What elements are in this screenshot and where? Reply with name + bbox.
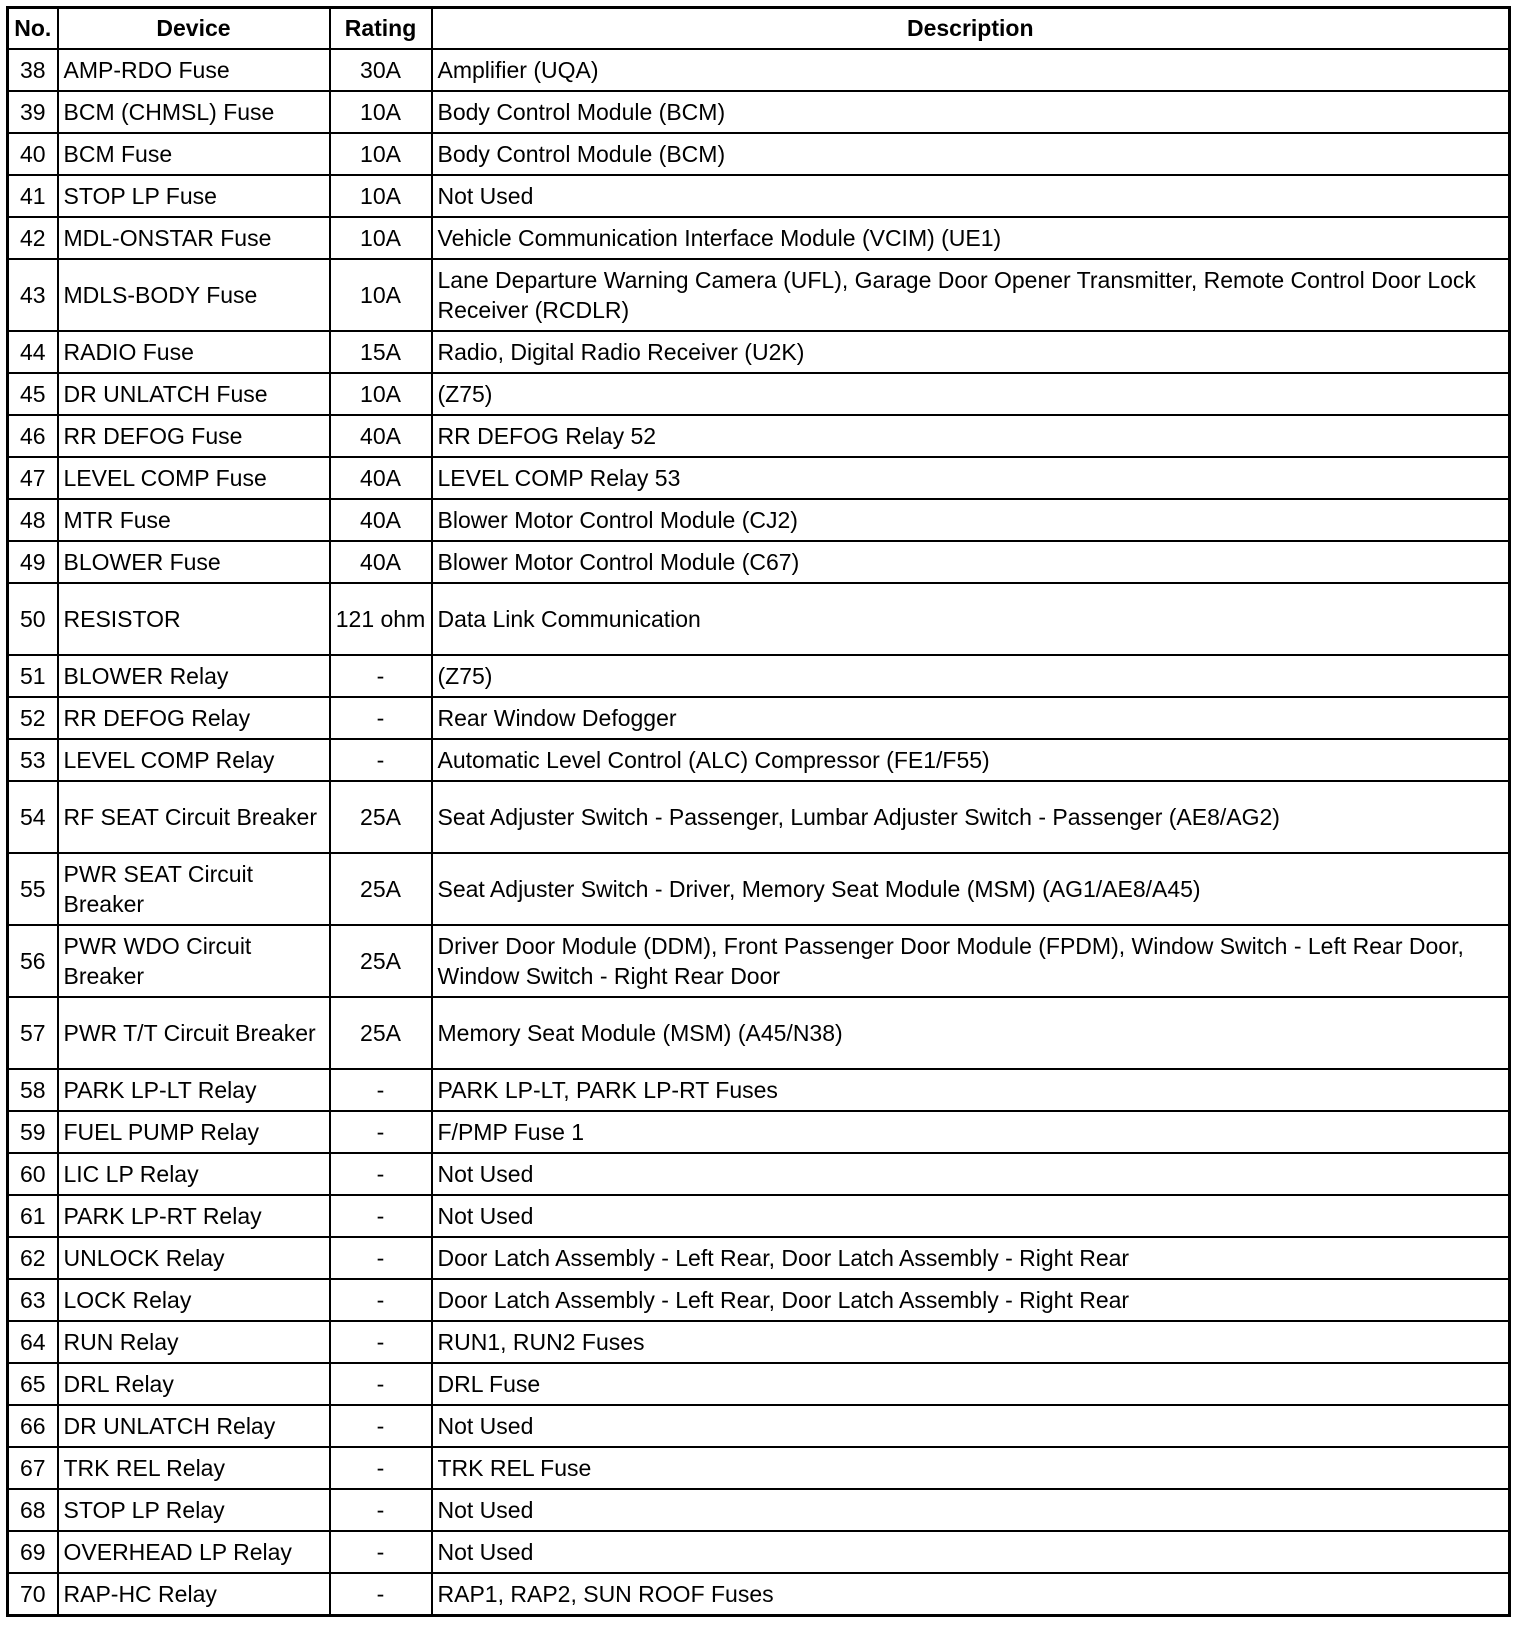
- rating-cell: -: [330, 1111, 432, 1153]
- description-cell: Door Latch Assembly - Left Rear, Door Latch Assembly - Right Rear: [432, 1279, 1510, 1321]
- device-cell: RUN Relay: [58, 1321, 330, 1363]
- table-row: [8, 1111, 1510, 1153]
- device-cell: LIC LP Relay: [58, 1153, 330, 1195]
- rating-cell: 10A: [330, 217, 432, 259]
- rating-cell: -: [330, 1363, 432, 1405]
- row-number-cell: 49: [8, 541, 58, 583]
- table-row: [8, 781, 1510, 853]
- description-cell: Blower Motor Control Module (CJ2): [432, 499, 1510, 541]
- row-number-cell: 69: [8, 1531, 58, 1573]
- table-row: [8, 1237, 1510, 1279]
- rating-cell: -: [330, 1321, 432, 1363]
- description-cell: Rear Window Defogger: [432, 697, 1510, 739]
- row-number-cell: 68: [8, 1489, 58, 1531]
- device-cell: TRK REL Relay: [58, 1447, 330, 1489]
- header-no: No.: [8, 8, 58, 49]
- row-number-cell: 59: [8, 1111, 58, 1153]
- rating-cell: 40A: [330, 457, 432, 499]
- device-cell: BCM Fuse: [58, 133, 330, 175]
- table-row: [8, 1489, 1510, 1531]
- description-cell: Door Latch Assembly - Left Rear, Door Latch Assembly - Right Rear: [432, 1237, 1510, 1279]
- row-number-cell: 55: [8, 853, 58, 925]
- description-cell: Not Used: [432, 1531, 1510, 1573]
- description-cell: Not Used: [432, 1405, 1510, 1447]
- fuse-relay-table-container: [6, 6, 1508, 1617]
- row-number-cell: 42: [8, 217, 58, 259]
- device-cell: RESISTOR: [58, 583, 330, 655]
- rating-cell: -: [330, 739, 432, 781]
- rating-cell: 10A: [330, 91, 432, 133]
- device-cell: STOP LP Fuse: [58, 175, 330, 217]
- row-number-cell: 50: [8, 583, 58, 655]
- description-cell: Radio, Digital Radio Receiver (U2K): [432, 331, 1510, 373]
- rating-cell: 25A: [330, 853, 432, 925]
- row-number-cell: 65: [8, 1363, 58, 1405]
- row-number-cell: 52: [8, 697, 58, 739]
- description-cell: Blower Motor Control Module (C67): [432, 541, 1510, 583]
- header-rating: Rating: [330, 8, 432, 49]
- device-cell: PARK LP-RT Relay: [58, 1195, 330, 1237]
- device-cell: RF SEAT Circuit Breaker: [58, 781, 330, 853]
- description-cell: Seat Adjuster Switch - Passenger, Lumbar Adjuster Switch - Passenger (AE8/AG2): [432, 781, 1510, 853]
- header-row: [8, 8, 1510, 49]
- table-row: [8, 1279, 1510, 1321]
- rating-cell: 40A: [330, 541, 432, 583]
- description-cell: (Z75): [432, 373, 1510, 415]
- description-cell: Seat Adjuster Switch - Driver, Memory Seat Module (MSM) (AG1/AE8/A45): [432, 853, 1510, 925]
- row-number-cell: 70: [8, 1573, 58, 1616]
- rating-cell: 25A: [330, 781, 432, 853]
- device-cell: PWR WDO Circuit Breaker: [58, 925, 330, 997]
- row-number-cell: 62: [8, 1237, 58, 1279]
- rating-cell: 25A: [330, 997, 432, 1069]
- device-cell: DR UNLATCH Fuse: [58, 373, 330, 415]
- table-row: [8, 925, 1510, 997]
- description-cell: Lane Departure Warning Camera (UFL), Garage Door Opener Transmitter, Remote Control Door Lock Receiver (RCDLR): [432, 259, 1510, 331]
- description-cell: Not Used: [432, 175, 1510, 217]
- description-cell: DRL Fuse: [432, 1363, 1510, 1405]
- table-row: [8, 1405, 1510, 1447]
- rating-cell: -: [330, 1573, 432, 1616]
- description-cell: Not Used: [432, 1153, 1510, 1195]
- description-cell: F/PMP Fuse 1: [432, 1111, 1510, 1153]
- device-cell: PWR SEAT Circuit Breaker: [58, 853, 330, 925]
- row-number-cell: 44: [8, 331, 58, 373]
- table-row: [8, 1363, 1510, 1405]
- rating-cell: -: [330, 1153, 432, 1195]
- description-cell: TRK REL Fuse: [432, 1447, 1510, 1489]
- table-row: [8, 217, 1510, 259]
- table-row: [8, 1069, 1510, 1111]
- description-cell: Memory Seat Module (MSM) (A45/N38): [432, 997, 1510, 1069]
- rating-cell: 40A: [330, 415, 432, 457]
- table-row: [8, 415, 1510, 457]
- row-number-cell: 47: [8, 457, 58, 499]
- rating-cell: -: [330, 697, 432, 739]
- rating-cell: 30A: [330, 49, 432, 91]
- table-row: [8, 1531, 1510, 1573]
- table-row: [8, 49, 1510, 91]
- description-cell: RAP1, RAP2, SUN ROOF Fuses: [432, 1573, 1510, 1616]
- table-row: [8, 1153, 1510, 1195]
- device-cell: FUEL PUMP Relay: [58, 1111, 330, 1153]
- table-row: [8, 91, 1510, 133]
- rating-cell: -: [330, 1195, 432, 1237]
- row-number-cell: 53: [8, 739, 58, 781]
- device-cell: MDL-ONSTAR Fuse: [58, 217, 330, 259]
- rating-cell: -: [330, 1489, 432, 1531]
- description-cell: Body Control Module (BCM): [432, 91, 1510, 133]
- table-row: [8, 259, 1510, 331]
- rating-cell: -: [330, 1237, 432, 1279]
- rating-cell: 121 ohm: [330, 583, 432, 655]
- rating-cell: -: [330, 1447, 432, 1489]
- device-cell: LOCK Relay: [58, 1279, 330, 1321]
- table-body: [8, 49, 1510, 1616]
- description-cell: Vehicle Communication Interface Module (VCIM) (UE1): [432, 217, 1510, 259]
- device-cell: AMP-RDO Fuse: [58, 49, 330, 91]
- table-row: [8, 175, 1510, 217]
- table-row: [8, 133, 1510, 175]
- device-cell: DRL Relay: [58, 1363, 330, 1405]
- table-row: [8, 1321, 1510, 1363]
- device-cell: RR DEFOG Relay: [58, 697, 330, 739]
- description-cell: Automatic Level Control (ALC) Compressor (FE1/F55): [432, 739, 1510, 781]
- row-number-cell: 48: [8, 499, 58, 541]
- rating-cell: -: [330, 655, 432, 697]
- device-cell: RAP-HC Relay: [58, 1573, 330, 1616]
- device-cell: BLOWER Fuse: [58, 541, 330, 583]
- description-cell: Amplifier (UQA): [432, 49, 1510, 91]
- table-row: [8, 997, 1510, 1069]
- rating-cell: 10A: [330, 373, 432, 415]
- row-number-cell: 56: [8, 925, 58, 997]
- device-cell: RR DEFOG Fuse: [58, 415, 330, 457]
- row-number-cell: 40: [8, 133, 58, 175]
- device-cell: BCM (CHMSL) Fuse: [58, 91, 330, 133]
- row-number-cell: 60: [8, 1153, 58, 1195]
- header-description: Description: [432, 8, 1510, 49]
- device-cell: MTR Fuse: [58, 499, 330, 541]
- row-number-cell: 54: [8, 781, 58, 853]
- rating-cell: 10A: [330, 259, 432, 331]
- description-cell: Not Used: [432, 1489, 1510, 1531]
- table-row: [8, 1195, 1510, 1237]
- table-row: [8, 457, 1510, 499]
- device-cell: PARK LP-LT Relay: [58, 1069, 330, 1111]
- table-row: [8, 697, 1510, 739]
- device-cell: MDLS-BODY Fuse: [58, 259, 330, 331]
- rating-cell: -: [330, 1531, 432, 1573]
- description-cell: Data Link Communication: [432, 583, 1510, 655]
- row-number-cell: 38: [8, 49, 58, 91]
- row-number-cell: 43: [8, 259, 58, 331]
- device-cell: BLOWER Relay: [58, 655, 330, 697]
- description-cell: LEVEL COMP Relay 53: [432, 457, 1510, 499]
- device-cell: OVERHEAD LP Relay: [58, 1531, 330, 1573]
- description-cell: PARK LP-LT, PARK LP-RT Fuses: [432, 1069, 1510, 1111]
- row-number-cell: 61: [8, 1195, 58, 1237]
- row-number-cell: 57: [8, 997, 58, 1069]
- rating-cell: 25A: [330, 925, 432, 997]
- table-header: [8, 8, 1510, 49]
- row-number-cell: 39: [8, 91, 58, 133]
- table-row: [8, 541, 1510, 583]
- rating-cell: -: [330, 1405, 432, 1447]
- device-cell: PWR T/T Circuit Breaker: [58, 997, 330, 1069]
- row-number-cell: 58: [8, 1069, 58, 1111]
- table-row: [8, 331, 1510, 373]
- device-cell: LEVEL COMP Relay: [58, 739, 330, 781]
- row-number-cell: 63: [8, 1279, 58, 1321]
- description-cell: (Z75): [432, 655, 1510, 697]
- device-cell: DR UNLATCH Relay: [58, 1405, 330, 1447]
- table-row: [8, 655, 1510, 697]
- description-cell: Not Used: [432, 1195, 1510, 1237]
- device-cell: RADIO Fuse: [58, 331, 330, 373]
- table-row: [8, 739, 1510, 781]
- device-cell: UNLOCK Relay: [58, 1237, 330, 1279]
- row-number-cell: 41: [8, 175, 58, 217]
- row-number-cell: 66: [8, 1405, 58, 1447]
- rating-cell: 10A: [330, 175, 432, 217]
- table-row: [8, 499, 1510, 541]
- row-number-cell: 46: [8, 415, 58, 457]
- rating-cell: -: [330, 1069, 432, 1111]
- description-cell: Driver Door Module (DDM), Front Passenger Door Module (FPDM), Window Switch - Left Rear Door, Window Switch - Right Rear Door: [432, 925, 1510, 997]
- row-number-cell: 51: [8, 655, 58, 697]
- description-cell: Body Control Module (BCM): [432, 133, 1510, 175]
- table-row: [8, 373, 1510, 415]
- row-number-cell: 67: [8, 1447, 58, 1489]
- fuse-relay-table: [6, 6, 1511, 1617]
- description-cell: RUN1, RUN2 Fuses: [432, 1321, 1510, 1363]
- header-device: Device: [58, 8, 330, 49]
- rating-cell: 15A: [330, 331, 432, 373]
- device-cell: STOP LP Relay: [58, 1489, 330, 1531]
- rating-cell: -: [330, 1279, 432, 1321]
- table-row: [8, 1447, 1510, 1489]
- device-cell: LEVEL COMP Fuse: [58, 457, 330, 499]
- rating-cell: 10A: [330, 133, 432, 175]
- table-row: [8, 853, 1510, 925]
- description-cell: RR DEFOG Relay 52: [432, 415, 1510, 457]
- row-number-cell: 45: [8, 373, 58, 415]
- table-row: [8, 1573, 1510, 1616]
- row-number-cell: 64: [8, 1321, 58, 1363]
- table-row: [8, 583, 1510, 655]
- rating-cell: 40A: [330, 499, 432, 541]
